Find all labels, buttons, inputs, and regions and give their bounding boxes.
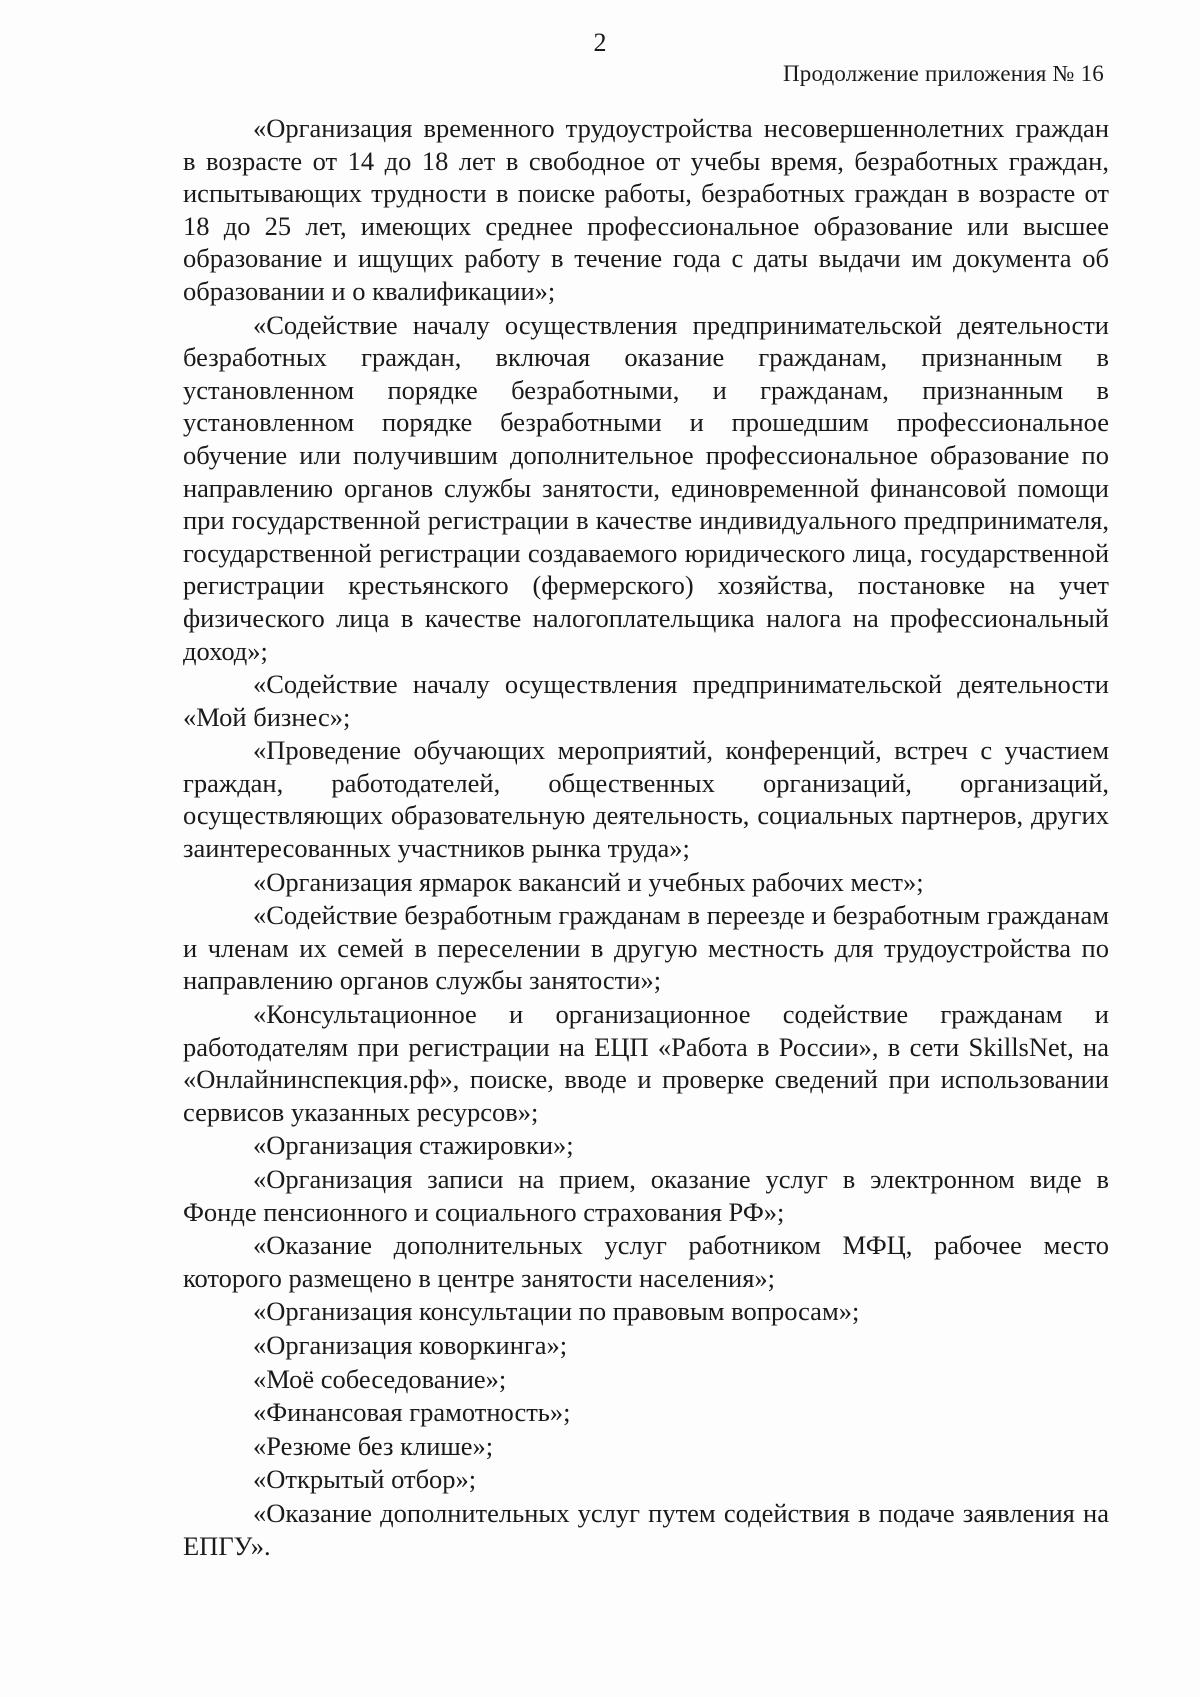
paragraph: «Оказание дополнительных услуг работником МФЦ, рабочее место которого размещено в центре занятости населения»; bbox=[183, 1230, 1109, 1293]
paragraph: «Организация стажировки»; bbox=[253, 1130, 574, 1161]
paragraph: «Организация коворкинга»; bbox=[253, 1329, 568, 1360]
paragraph: «Содействие безработным гражданам в переезде и безработным гражданам и членам их семей в переселении в другую местность для трудоустройства по направлению органов службы занятости»; bbox=[183, 900, 1109, 996]
paragraph: «Оказание дополнительных услуг путем содействия в подаче заявления на ЕПГУ». bbox=[183, 1497, 1109, 1561]
paragraph: «Резюме без клише»; bbox=[253, 1430, 494, 1461]
paragraph: «Открытый отбор»; bbox=[253, 1464, 477, 1495]
paragraph: «Содействие началу осуществления предпринимательской деятельности «Мой бизнес»; bbox=[183, 669, 1109, 732]
paragraph: «Проведение обучающих мероприятий, конференций, встреч с участием граждан, работодателей, общественных организаций, организаций, осуществляющих образовательную деятельность, социальных партнеров, других заинтересованных участников рынка труда»; bbox=[183, 735, 1109, 864]
paragraph: «Финансовая грамотность»; bbox=[253, 1397, 571, 1428]
document-body bbox=[183, 112, 1109, 1562]
paragraph: «Организация консультации по правовым вопросам»; bbox=[253, 1296, 860, 1327]
paragraph: «Организация временного трудоустройства несовершеннолетних граждан в возрасте от 14 до 18 лет в свободное от учебы время, безработных граждан, испытывающих трудности в поиске работы, безработных граждан в возрасте от 18 до 25 лет, имеющих среднее профессиональное образование или высшее образование и ищущих работу в течение года с даты выдачи им документа об образовании и о квалификации»; bbox=[183, 113, 1109, 306]
paragraph: «Моё собеседование»; bbox=[253, 1363, 507, 1394]
paragraph: «Организация ярмарок вакансий и учебных рабочих мест»; bbox=[253, 866, 924, 897]
paragraph: «Организация записи на прием, оказание услуг в электронном виде в Фонде пенсионного и социального страхования РФ»; bbox=[183, 1164, 1109, 1227]
appendix-continuation-note: Продолжение приложения № 16 bbox=[782, 61, 1104, 86]
paragraph: «Консультационное и организационное содействие гражданам и работодателям при регистрации на ЕЦП «Работа в России», в сети SkillsNet, на «Онлайнинспекция.рф», поиске, вводе и проверке сведений при использовании сервисов указанных ресурсов»; bbox=[183, 999, 1109, 1127]
paragraph: «Содействие началу осуществления предпринимательской деятельности безработных граждан, включая оказание гражданам, признанным в установленном порядке безработными, и гражданам, признанным в установленном порядке безработными и прошедшим профессиональное обучение или получившим дополнительное профессиональное образование по направлению органов службы занятости, единовременной финансовой помощи при государственной регистрации в качестве индивидуального предпринимателя, государственной регистрации создаваемого юридического лица, государственной регистрации крестьянского (фермерского) хозяйства, постановке на учет физического лица в качестве налогоплательщика налога на профессиональный доход»; bbox=[183, 309, 1109, 666]
page-number: 2 bbox=[593, 28, 607, 57]
